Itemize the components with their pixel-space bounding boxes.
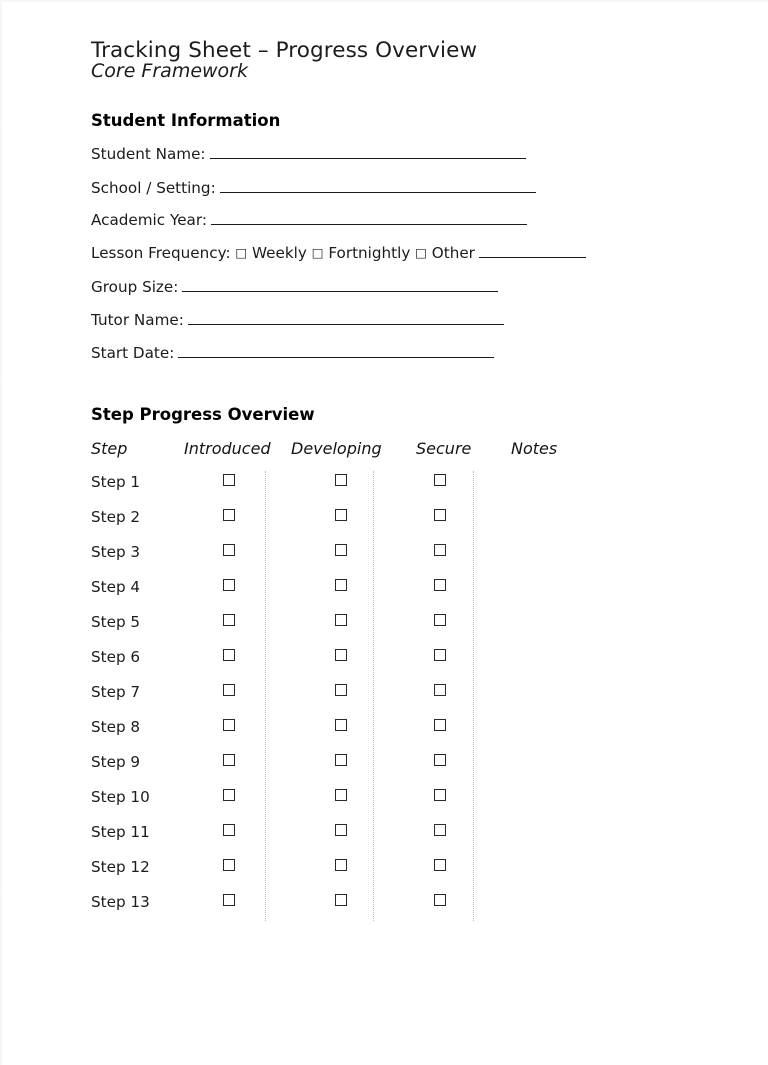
step-label: Step 13 [91, 893, 150, 911]
checkbox-developing[interactable] [335, 649, 347, 661]
table-row [0, 646, 768, 681]
checkbox-introduced[interactable] [223, 824, 235, 836]
step-label: Step 4 [91, 578, 141, 596]
step-label: Step 7 [91, 683, 141, 701]
checkbox-developing[interactable] [335, 579, 347, 591]
checkbox-secure[interactable] [434, 684, 446, 696]
table-row [0, 541, 768, 576]
step-label: Step 6 [91, 648, 141, 666]
checkbox-developing[interactable] [335, 544, 347, 556]
column-header-developing: Developing [291, 439, 382, 458]
checkbox-introduced[interactable] [223, 719, 235, 731]
step-label: Step 3 [91, 543, 141, 561]
page-title: Tracking Sheet – Progress Overview [91, 38, 478, 63]
checkbox-secure[interactable] [434, 824, 446, 836]
field-row [91, 279, 498, 295]
field-label: School / Setting: [91, 178, 216, 197]
checkbox-introduced[interactable] [223, 894, 235, 906]
checkbox-introduced[interactable] [223, 544, 235, 556]
lesson-frequency-option-label: Fortnightly [328, 243, 411, 262]
field-write-in-line[interactable] [178, 345, 494, 358]
checkbox-secure[interactable] [434, 474, 446, 486]
field-write-in-line[interactable] [220, 180, 536, 193]
step-label: Step 2 [91, 508, 141, 526]
checkbox-introduced[interactable] [223, 579, 235, 591]
checkbox-developing[interactable] [335, 789, 347, 801]
field-row [91, 312, 504, 328]
table-row [0, 471, 768, 506]
table-row [0, 821, 768, 856]
checkbox-introduced[interactable] [223, 789, 235, 801]
step-label: Step 10 [91, 788, 150, 806]
lesson-frequency-option-label: Other [431, 243, 475, 262]
checkbox-introduced[interactable] [223, 859, 235, 871]
checkbox-developing[interactable] [335, 824, 347, 836]
table-row [0, 751, 768, 786]
checkbox-developing[interactable] [335, 894, 347, 906]
table-row [0, 611, 768, 646]
checkbox-icon[interactable]: □ [415, 244, 427, 260]
field-write-in-line[interactable] [188, 312, 504, 325]
lesson-frequency-option-label: Weekly [252, 243, 307, 262]
column-header-introduced: Introduced [184, 439, 271, 458]
checkbox-developing[interactable] [335, 754, 347, 766]
page-subtitle: Core Framework [91, 60, 248, 82]
table-row [0, 576, 768, 611]
section-heading-student-information: Student Information [91, 111, 281, 130]
table-header-row [91, 439, 691, 461]
checkbox-introduced[interactable] [223, 754, 235, 766]
checkbox-secure[interactable] [434, 719, 446, 731]
field-row [91, 146, 526, 162]
checkbox-secure[interactable] [434, 789, 446, 801]
checkbox-introduced[interactable] [223, 614, 235, 626]
field-label: Student Name: [91, 144, 206, 163]
table-row [0, 786, 768, 821]
field-label: Start Date: [91, 343, 175, 362]
checkbox-developing[interactable] [335, 474, 347, 486]
checkbox-introduced[interactable] [223, 684, 235, 696]
table-row [0, 506, 768, 541]
checkbox-developing[interactable] [335, 614, 347, 626]
field-label: Tutor Name: [91, 310, 184, 329]
step-label: Step 8 [91, 718, 141, 736]
field-write-in-line[interactable] [210, 146, 526, 159]
field-write-in-line[interactable] [211, 212, 527, 225]
checkbox-introduced[interactable] [223, 509, 235, 521]
column-header-secure: Secure [416, 439, 472, 458]
checkbox-secure[interactable] [434, 649, 446, 661]
step-progress-table-body [0, 471, 768, 926]
table-row [0, 856, 768, 891]
field-write-in-line[interactable] [182, 279, 498, 292]
checkbox-secure[interactable] [434, 509, 446, 521]
checkbox-introduced[interactable] [223, 474, 235, 486]
table-row [0, 716, 768, 751]
checkbox-icon[interactable]: □ [235, 244, 248, 260]
checkbox-secure[interactable] [434, 579, 446, 591]
checkbox-secure[interactable] [434, 614, 446, 626]
column-header-notes: Notes [511, 439, 558, 458]
step-label: Step 11 [91, 823, 150, 841]
table-row [0, 891, 768, 926]
section-heading-step-progress: Step Progress Overview [91, 405, 315, 424]
lesson-frequency-other-line[interactable] [479, 245, 586, 258]
checkbox-developing[interactable] [335, 859, 347, 871]
field-row [91, 345, 494, 361]
checkbox-developing[interactable] [335, 509, 347, 521]
table-row [0, 681, 768, 716]
checkbox-secure[interactable] [434, 894, 446, 906]
step-label: Step 5 [91, 613, 141, 631]
lesson-frequency-label: Lesson Frequency: [91, 243, 231, 262]
checkbox-developing[interactable] [335, 719, 347, 731]
checkbox-secure[interactable] [434, 754, 446, 766]
step-label: Step 12 [91, 858, 150, 876]
field-label: Group Size: [91, 277, 179, 296]
checkbox-icon[interactable]: □ [311, 244, 324, 260]
lesson-frequency-row [91, 245, 586, 261]
column-header-step: Step [91, 439, 128, 458]
checkbox-introduced[interactable] [223, 649, 235, 661]
page-edge-top [0, 0, 768, 3]
step-label: Step 9 [91, 753, 141, 771]
step-label: Step 1 [91, 473, 141, 491]
field-row [91, 212, 527, 228]
checkbox-secure[interactable] [434, 859, 446, 871]
field-row [91, 180, 536, 196]
checkbox-secure[interactable] [434, 544, 446, 556]
field-label: Academic Year: [91, 210, 207, 229]
checkbox-developing[interactable] [335, 684, 347, 696]
